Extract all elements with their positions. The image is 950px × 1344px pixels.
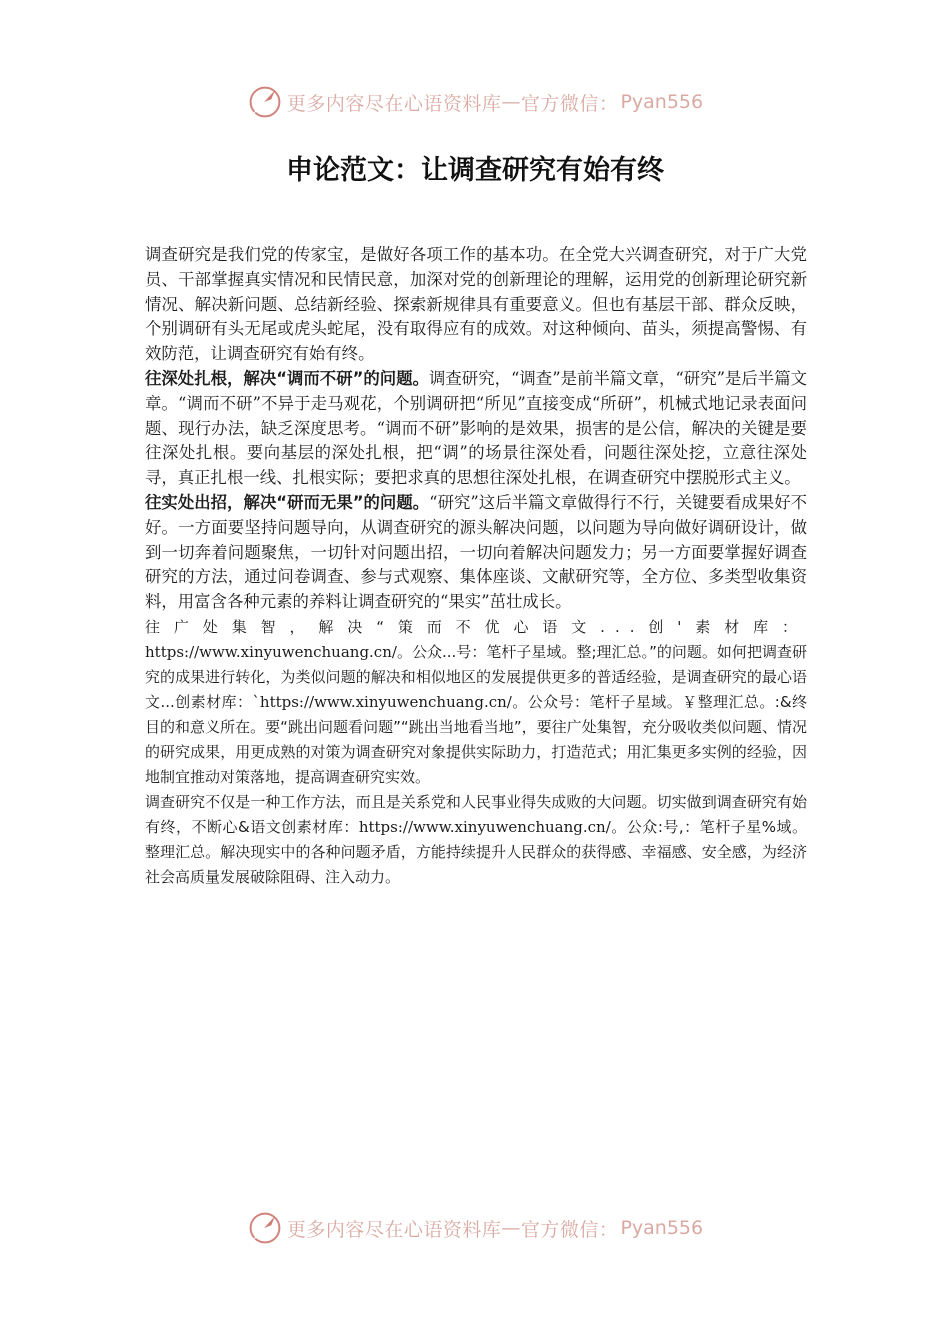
- watermark-wechat-id: Pyan556: [620, 91, 704, 113]
- section-3-text-b: 。公众号：笔杆子星域。￥整理汇总。:&终目的和意义所在。要“跳出问题看问题”“跳出当地看当地”，要往广处集智，充分吸收类似问题、情况的研究成果，用更成熟的对策为调查研究对象提供实际助力，打造范式；用汇集更多实例的经验，因地制宜推动对策落地，提高调查研究实效。: [145, 692, 807, 786]
- watermark-text: 更多内容尽在心语资料库: [286, 1218, 502, 1241]
- quill-pen-logo-icon: [247, 84, 283, 120]
- section-3-url-2: https://www.xinyuwenchuang.cn/: [259, 692, 512, 711]
- section-2-text: “研究”这后半篇文章做得行不行，关键要看成果好不好。一方面要坚持问题导向，从调查研究的源头解决问题，以问题为导向做好调研设计，做到一切奔着问题聚焦，一切针对问题出招，一切向着解决问题发力；另一方面要掌握好调查研究的方法，通过问卷调查、参与式观察、集体座谈、文献研究等，全方位、多类型收集资料，用富含各种元素的养料让调查研究的“果实”茁壮成长。: [145, 492, 807, 612]
- watermark-wechat-id: Pyan556: [620, 1217, 704, 1239]
- section-2-heading: 往实处出招，解决“研而无果”的问题。: [145, 492, 430, 512]
- conclusion-url: https://www.xinyuwenchuang.cn/: [358, 817, 611, 836]
- watermark-dash: —: [501, 1217, 521, 1239]
- article-body: [145, 243, 807, 890]
- watermark-suffix: 官方微信：: [520, 92, 619, 115]
- section-3-heading: 往广处集智，解决“策而不优心语文...创'素材库：: [145, 617, 807, 636]
- section-1-text: 调查研究，“调查”是前半篇文章，“研究”是后半篇文章。“调而不研”不异于走马观花，个别调研把“所见”直接变成“所研”，机械式地记录表面问题、现行办法，缺乏深度思考。“调而不研”影响的是效果，损害的是公信，解决的关键是要往深处扎根。要向基层的深处扎根，把“调”的场景往深处看，问题往深处挖，立意往深处寻，真正扎根一线、扎根实际；要把求真的思想往深处扎根，在调查研究中摆脱形式主义。: [145, 368, 807, 488]
- watermark-dash: —: [501, 91, 521, 113]
- page-title: 申论范文：让调查研究有始有终: [286, 155, 664, 186]
- paragraph-section-2: [145, 491, 807, 615]
- paragraph-section-3: [145, 615, 807, 790]
- quill-pen-logo-icon: [247, 1210, 283, 1246]
- paragraph-section-1: [145, 367, 807, 491]
- section-1-heading: 往深处扎根，解决“调而不研”的问题。: [145, 368, 429, 388]
- paragraph-intro: 调查研究是我们党的传家宝，是做好各项工作的基本功。在全党大兴调查研究，对于广大党员、干部掌握真实情况和民情民意，加深对党的创新理论的理解，运用党的创新理论研究新情况、解决新问题、总结新经验、探索新规律具有重要意义。但也有基层干部、群众反映，个别调研有头无尾或虎头蛇尾，没有取得应有的成效。对这种倾向、苗头，须提高警惕、有效防范，让调查研究有始有终。: [145, 245, 807, 364]
- section-3-text-a: 。公众...号：笔杆子星域。整;理汇总。”的问题。如何把调查研究的成果进行转化，为类似问题的解决和相似地区的发展提供更多的普适经验，是调查研究的最心语文...创素材库：`: [145, 642, 807, 711]
- paragraph-conclusion: [145, 790, 807, 890]
- watermark-suffix: 官方微信：: [520, 1218, 619, 1241]
- watermark-text: 更多内容尽在心语资料库: [286, 92, 502, 115]
- header-watermark-banner: [0, 82, 950, 122]
- conclusion-text-b: 。公众:号,：笔杆子星%域。整理汇总。解决现实中的各种问题矛盾，方能持续提升人民群众的获得感、幸福感、安全感，为经济社会高质量发展破除阻碍、注入动力。: [145, 817, 807, 886]
- footer-watermark-banner: [0, 1208, 950, 1248]
- conclusion-text-a: 调查研究不仅是一种工作方法，而且是关系党和人民事业得失成败的大问题。切实做到调查研究有始有终，不断心&语文创素材库：: [145, 792, 807, 836]
- section-3-url-1: https://www.xinyuwenchuang.cn/: [145, 642, 397, 661]
